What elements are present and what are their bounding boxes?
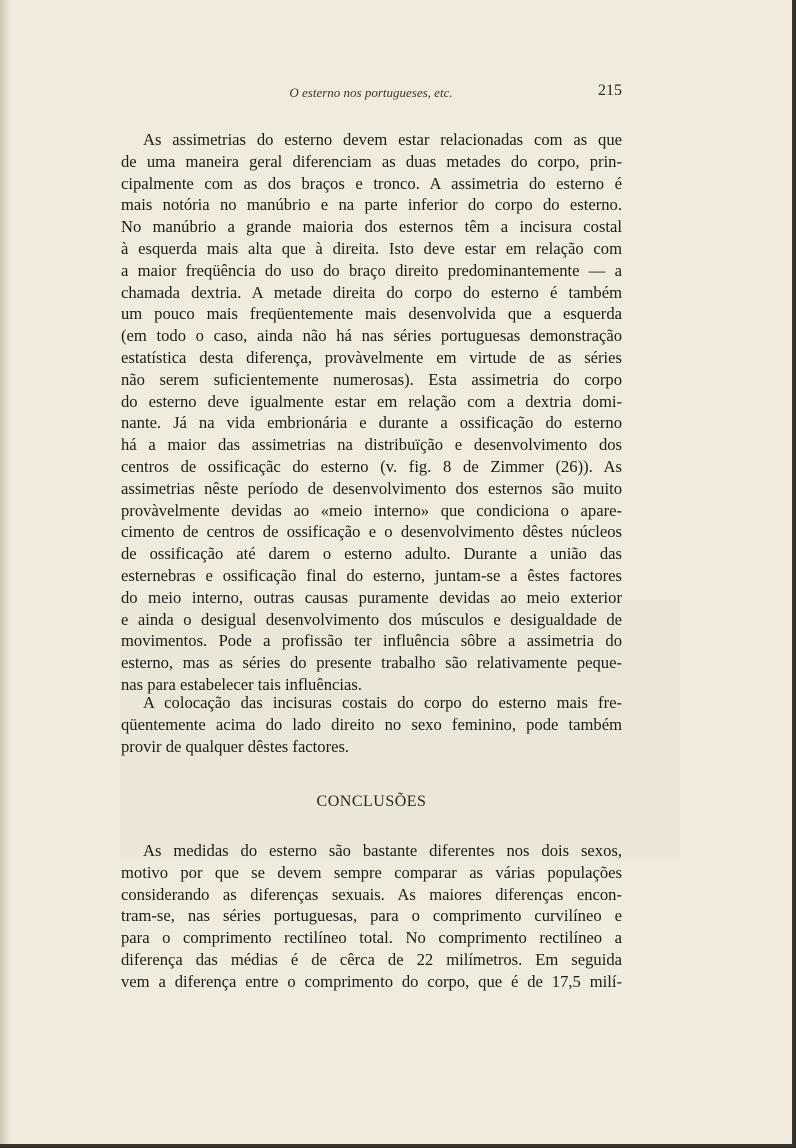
text-line: provir de qualquer dêstes factores. (121, 736, 350, 756)
text-line: cipalmente com as dos braços e tronco. A assimetria do esterno é (121, 173, 622, 193)
text-line: e ainda o desigual desenvolvimento dos músculos e desigualdade de (121, 609, 622, 629)
page-number: 215 (598, 82, 622, 99)
section-heading: CONCLUSÕES (316, 793, 427, 810)
text-line: diferença das médias é de cêrca de 22 milímetros. Em seguida (121, 949, 622, 969)
text-line: esternebras e ossificação final do esterno, juntam-se a êstes factores (121, 565, 622, 585)
text-line: vem a diferença entre o comprimento do corpo, que é de 17,5 milí- (121, 971, 622, 991)
text-line: mais notória no manúbrio e na parte inferior do corpo do esterno. (121, 195, 622, 215)
paragraph-3 (121, 840, 622, 993)
text-line: um pouco mais freqüentemente mais desenvolvida que a esquerda (121, 304, 622, 324)
text-line: As medidas do esterno são bastante diferentes nos dois sexos, (143, 841, 622, 860)
text-line: de uma maneira geral diferenciam as duas metades do corpo, prin- (121, 151, 622, 171)
text-line: qüentemente acima do lado direito no sexo feminino, pode também (121, 714, 622, 734)
text-line: para o comprimento rectilíneo total. No comprimento rectilíneo a (121, 928, 622, 948)
text-line: provàvelmente devidas ao «meio interno» que condiciona o apare- (121, 500, 622, 520)
text-line: movimentos. Pode a profissão ter influência sôbre a assimetria do (121, 631, 622, 651)
text-line: As assimetrias do esterno devem estar relacionadas com as que (143, 130, 622, 149)
text-line: nante. Já na vida embrionária e durante a ossificação do esterno (121, 413, 622, 433)
text-line: a maior freqüência do uso do braço direito predominantemente — a (121, 260, 622, 280)
text-line: do meio interno, outras causas puramente devidas ao meio exterior (121, 587, 622, 607)
text-line: não serem suficientemente numerosas). Esta assimetria do corpo (121, 369, 622, 389)
text-line: cimento de centros de ossificação e o desenvolvimento dêstes núcleos (121, 522, 622, 542)
text-line: estatística desta diferença, provàvelmente em virtude de as séries (121, 347, 622, 367)
text-line: nas para estabelecer tais influências. (121, 674, 362, 694)
text-line: do esterno deve igualmente estar em relação com a dextria domi- (121, 391, 622, 411)
text-line: No manúbrio a grande maioria dos esternos têm a incisura costal (121, 217, 622, 237)
page-header (120, 82, 622, 106)
page-binding-edge (0, 0, 12, 1144)
text-line: considerando as diferenças sexuais. As maiores diferenças encon- (121, 884, 622, 904)
text-line: há a maior das assimetrias na distribuïção e desenvolvimento dos (121, 435, 622, 455)
text-line: centros de ossificaçãc do esterno (v. fig. 8 de Zimmer (26)). As (121, 456, 622, 476)
text-line: motivo por que se devem sempre comparar as várias populações (121, 862, 622, 882)
text-line: A colocação das incisuras costais do corpo do esterno mais fre- (143, 693, 622, 712)
text-line: de ossificação até darem o esterno adulto. Durante a união das (121, 544, 622, 564)
text-line: esterno, mas as séries do presente trabalho são relativamente peque- (121, 653, 622, 673)
text-line: chamada dextria. A metade direita do corpo do esterno é também (121, 282, 622, 302)
text-line: à esquerda mais alta que à direita. Isto deve estar em relação com (121, 238, 622, 258)
paragraph-2 (121, 692, 622, 757)
text-line: (em todo o caso, ainda não há nas séries portuguesas demonstração (121, 326, 622, 346)
text-line: assimetrias nêste período de desenvolvimento dos esternos são muito (121, 478, 622, 498)
text-line: tram-se, nas séries portuguesas, para o comprimento curvilíneo e (121, 906, 622, 926)
running-title: O esterno nos portugueses, etc. (289, 85, 453, 100)
paragraph-1 (121, 129, 622, 696)
